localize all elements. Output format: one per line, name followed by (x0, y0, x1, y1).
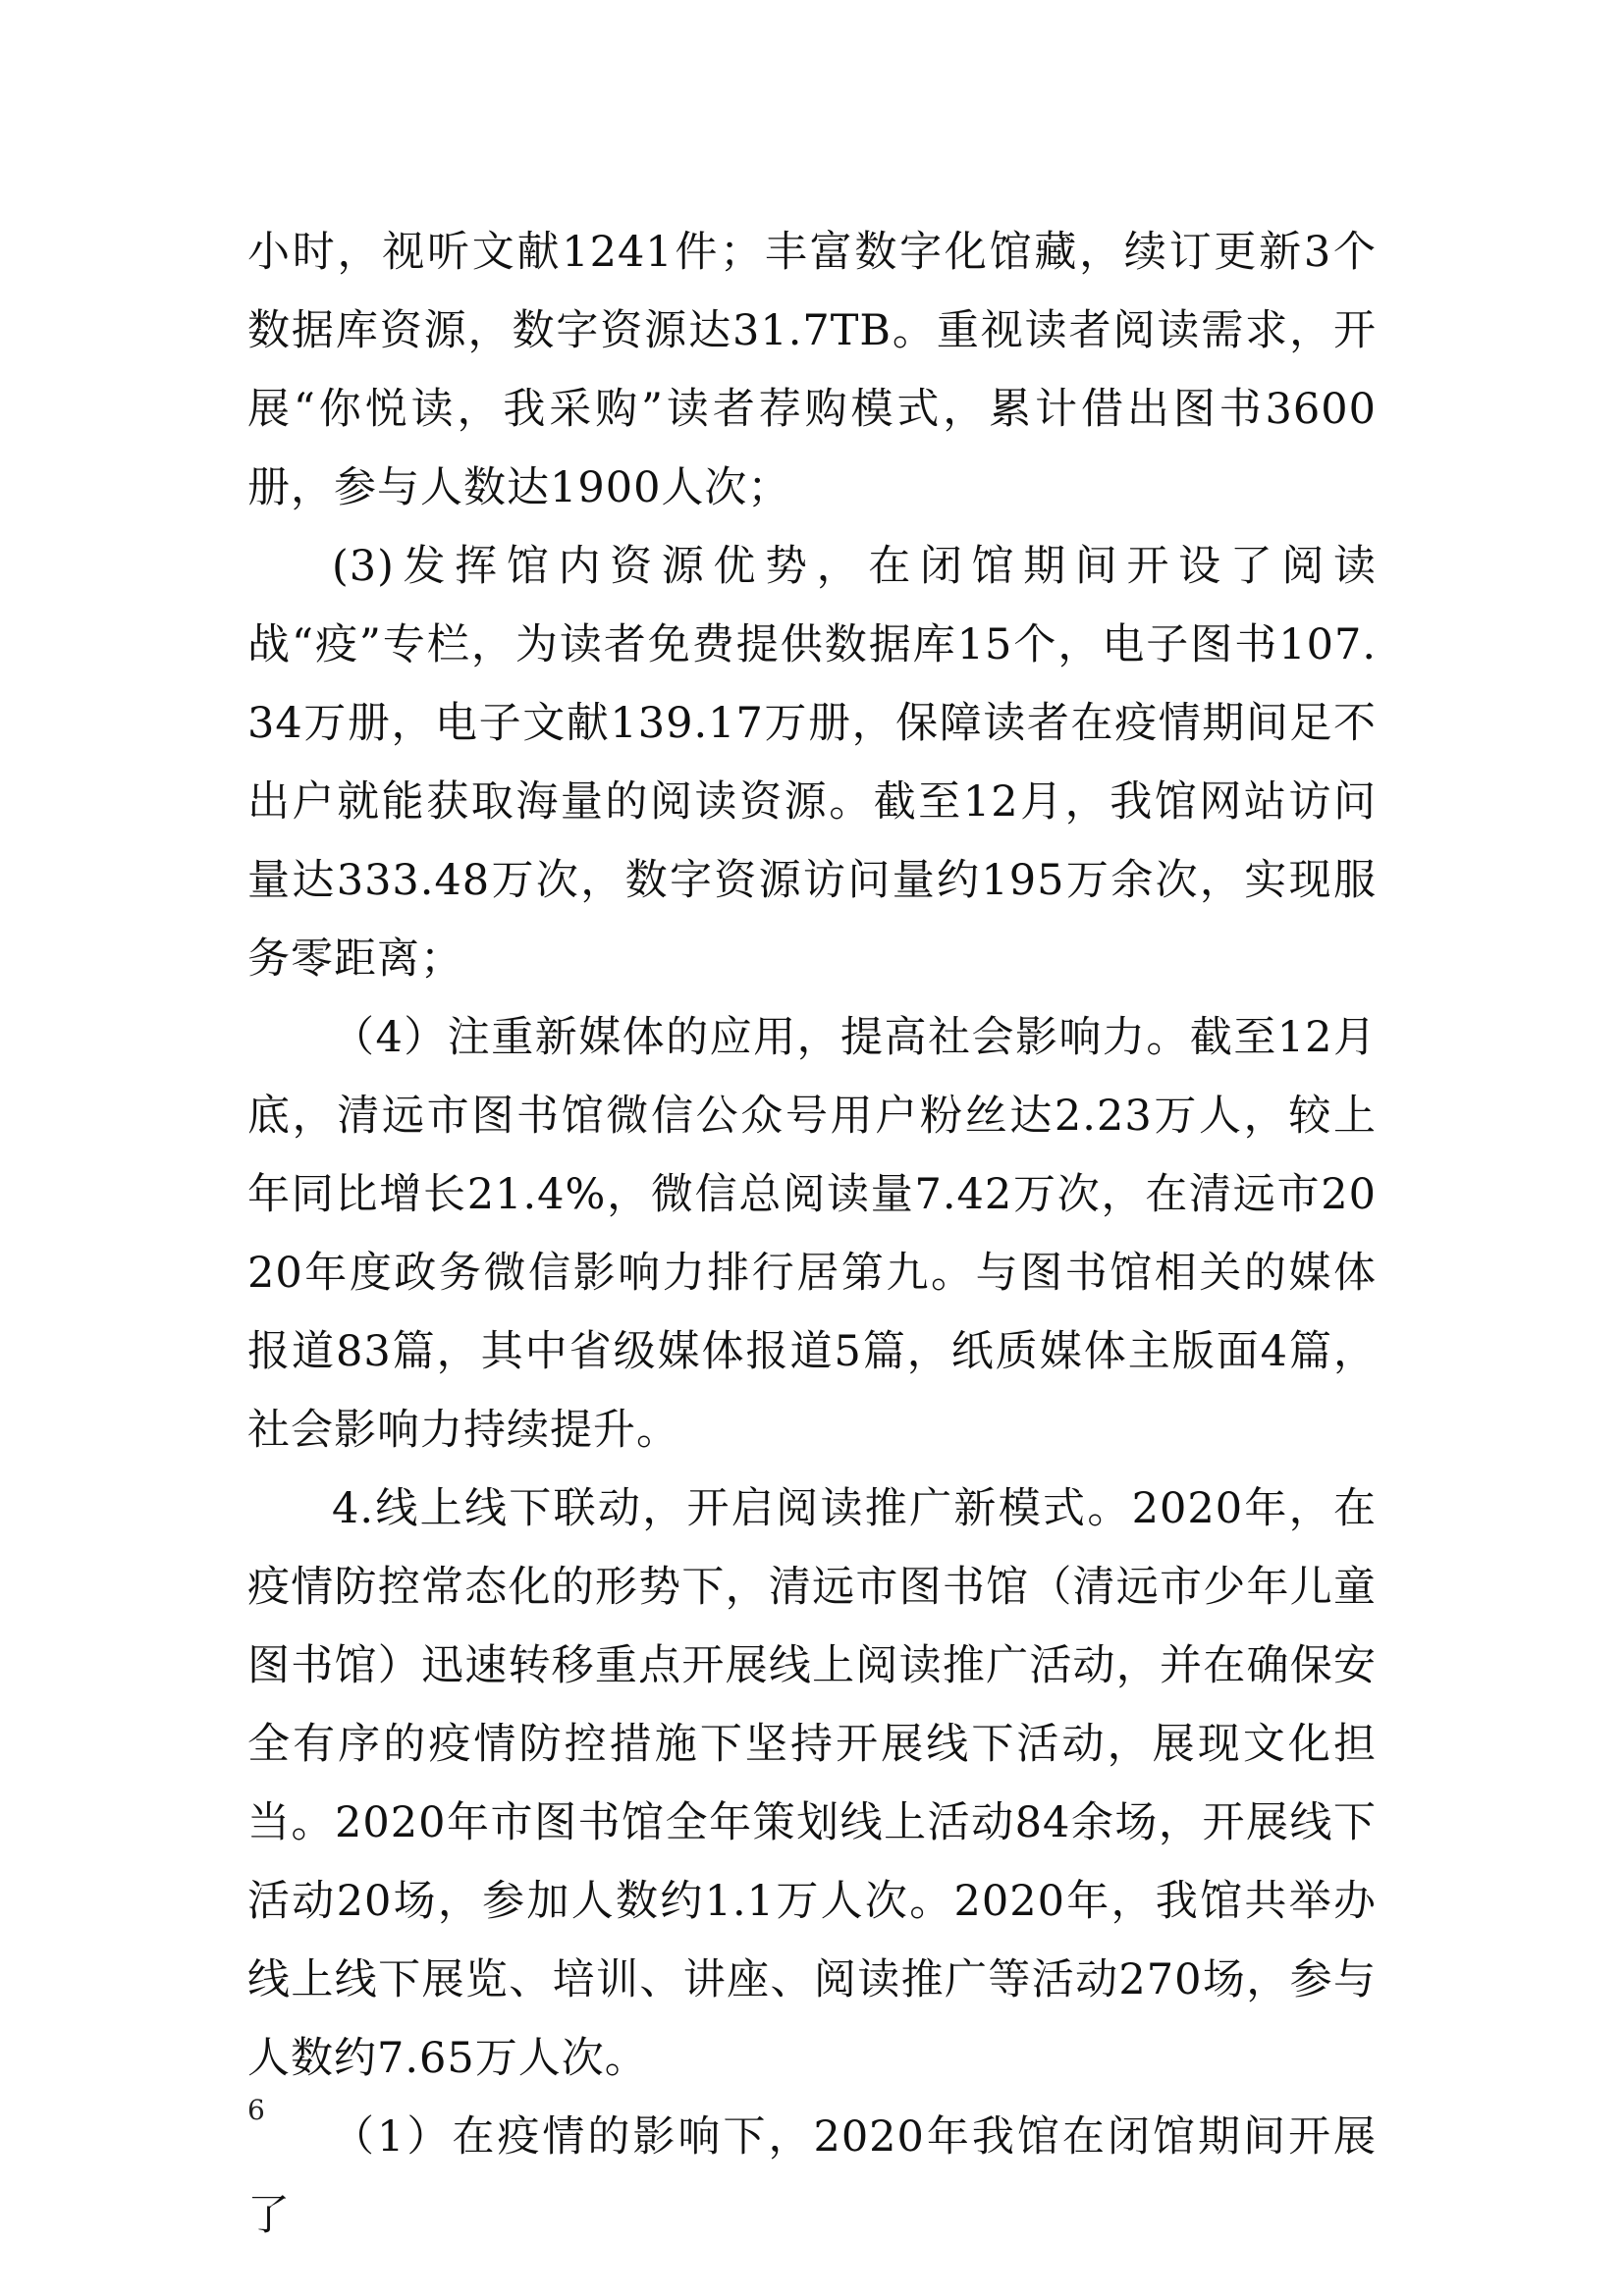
document-body (247, 213, 1377, 2255)
paragraph-section-4: 4.线上线下联动，开启阅读推广新模式。2020年，在疫情防控常态化的形势下，清远市图书馆（清远市少年儿童图书馆）迅速转移重点开展线上阅读推广活动，并在确保安全有序的疫情防控措施下坚持开展线下活动，展现文化担当。2020年市图书馆全年策划线上活动84余场，开展线下活动20场，参加人数约1.1万人次。2020年，我馆共举办线上线下展览、培训、讲座、阅读推广等活动270场，参与人数约7.65万人次。 (247, 1484, 1377, 2083)
paragraph-item-4: （4）注重新媒体的应用，提高社会影响力。截至12月底，清远市图书馆微信公众号用户粉丝达2.23万人，较上年同比增长21.4%，微信总阅读量7.42万次，在清远市2020年度政务微信影响力排行居第九。与图书馆相关的媒体报道83篇，其中省级媒体报道5篇，纸质媒体主版面4篇，社会影响力持续提升。 (247, 1013, 1377, 1455)
paragraph-continuation: 小时，视听文献1241件；丰富数字化馆藏，续订更新3个数据库资源，数字资源达31.7TB。重视读者阅读需求，开展“你悦读，我采购”读者荐购模式，累计借出图书3600册，参与人数达1900人次； (247, 228, 1377, 512)
paragraph-item-1: （1）在疫情的影响下，2020年我馆在闭馆期间开展了 (247, 2112, 1377, 2240)
paragraph-item-3: (3)发挥馆内资源优势，在闭馆期间开设了阅读战“疫”专栏，为读者免费提供数据库15个，电子图书107.34万册，电子文献139.17万册，保障读者在疫情期间足不出户就能获取海量的阅读资源。截至12月，我馆网站访问量达333.48万次，数字资源访问量约195万余次，实现服务零距离； (247, 542, 1377, 984)
page-number: 6 (247, 2094, 265, 2126)
